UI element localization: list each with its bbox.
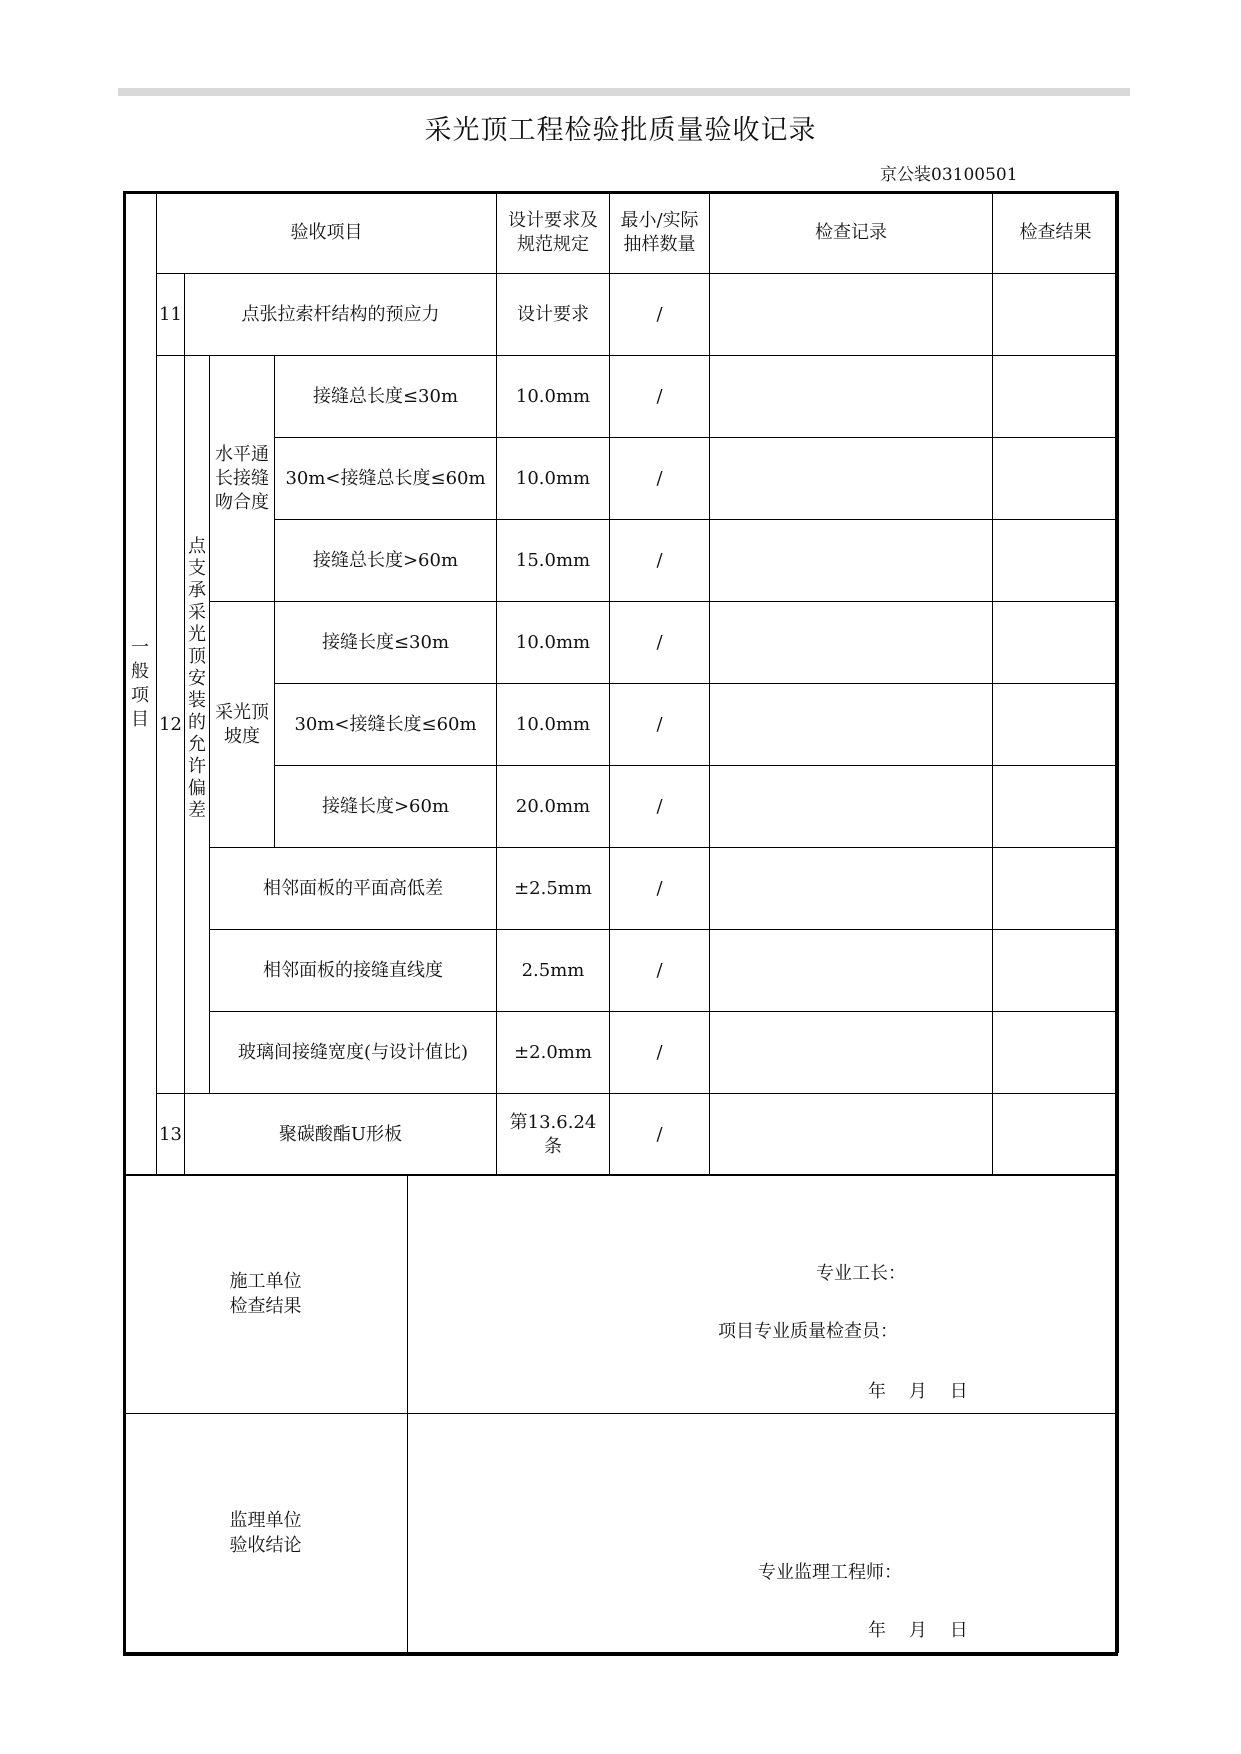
row-requirement: 第13.6.24 条 [497,1094,610,1176]
row-item: 接缝长度>60m [275,766,497,848]
header-design-req: 设计要求及 规范规定 [497,192,610,274]
supervision-date: 年 月 日 [868,1620,968,1641]
row-sample: / [610,766,710,848]
top-rule [118,88,1130,96]
row-sample: / [610,520,710,602]
group-12-label: 点 支 承 采 光 顶 安 装 的 允 许 偏 差 [185,356,210,1094]
subgroup-horizontal-joint: 水平通 长接缝 吻合度 [210,356,275,602]
row-requirement: 10.0mm [497,684,610,766]
header-record: 检查记录 [710,192,993,274]
header-result: 检查结果 [993,192,1119,274]
row-sample: / [610,602,710,684]
construction-date: 年 月 日 [868,1381,968,1402]
row-number: 12 [157,356,185,1094]
row-sample: / [610,684,710,766]
foreman-label: 专业工长： [816,1263,906,1284]
header-item: 验收项目 [157,192,497,274]
row-item: 接缝长度≤30m [275,602,497,684]
row-item: 接缝总长度≤30m [275,356,497,438]
row-item: 相邻面板的接缝直线度 [210,930,497,1012]
outer-frame [123,191,1118,1656]
row-sample: / [610,848,710,930]
row-number: 13 [157,1094,185,1176]
row-sample: / [610,1012,710,1094]
row-sample: / [610,930,710,1012]
page-title: 采光顶工程检验批质量验收记录 [424,115,817,146]
row-item: 玻璃间接缝宽度(与设计值比) [210,1012,497,1094]
row-item: 点张拉索杆结构的预应力 [185,274,497,356]
supervising-engineer-label: 专业监理工程师： [758,1562,902,1583]
header-sample: 最小/实际 抽样数量 [610,192,710,274]
row-requirement: ±2.0mm [497,1012,610,1094]
row-sample: / [610,1094,710,1176]
row-requirement: ±2.5mm [497,848,610,930]
row-requirement: 20.0mm [497,766,610,848]
quality-inspector-label: 项目专业质量检查员： [718,1321,898,1342]
category-general-items: 一 般 项 目 [124,192,157,1176]
form-code: 京公装03100501 [880,165,1018,185]
row-item: 聚碳酸酯U形板 [185,1094,497,1176]
row-item: 接缝总长度>60m [275,520,497,602]
row-requirement: 15.0mm [497,520,610,602]
row-requirement: 10.0mm [497,356,610,438]
row-item: 相邻面板的平面高低差 [210,848,497,930]
row-number: 11 [157,274,185,356]
row-sample: / [610,438,710,520]
row-requirement: 2.5mm [497,930,610,1012]
supervision-unit-label: 监理单位 验收结论 [124,1414,408,1653]
row-requirement: 10.0mm [497,602,610,684]
row-item: 30m<接缝长度≤60m [275,684,497,766]
row-sample: / [610,274,710,356]
row-item: 30m<接缝总长度≤60m [275,438,497,520]
row-requirement: 10.0mm [497,438,610,520]
subgroup-slope: 采光顶 坡度 [210,602,275,848]
row-sample: / [610,356,710,438]
row-requirement: 设计要求 [497,274,610,356]
construction-unit-label: 施工单位 检查结果 [124,1175,408,1414]
